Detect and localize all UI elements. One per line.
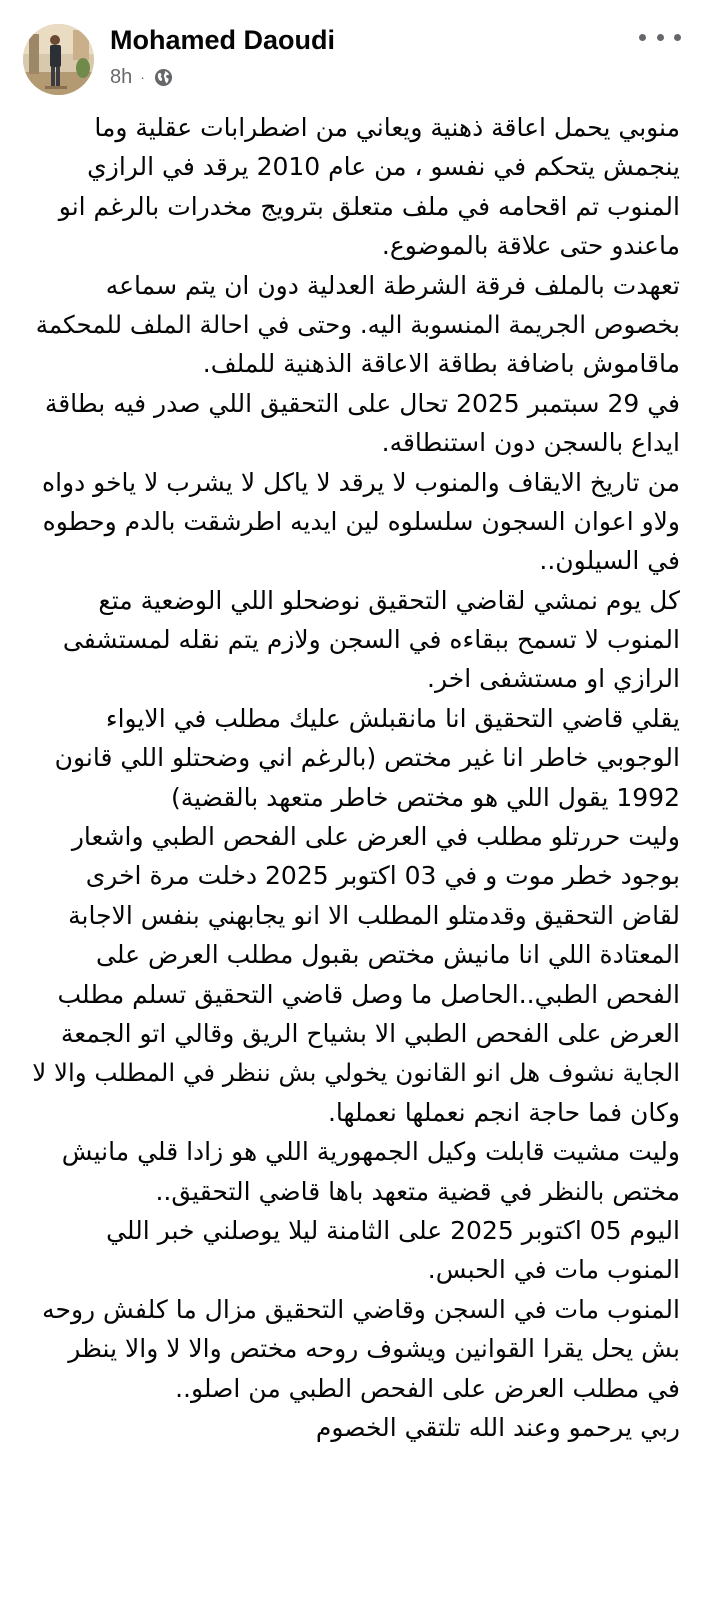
post-text-line: مختص بالنظر في قضية متعهد باها قاضي التحقيق.. (155, 1176, 680, 1206)
post-text-line: وليت حررتلو مطلب في العرض على الفحص الطبي واشعار (71, 822, 680, 852)
author-name[interactable]: Mohamed Daoudi (110, 25, 336, 55)
post-text-line: ماعندو حتى علاقة بالموضوع. (381, 231, 680, 261)
post-text-line: ولاو اعوان السجون سلسلوه لين ايديه اطرشقت بالدم وحطوه (42, 506, 680, 536)
post-text-line: من تاريخ الايقاف والمنوب لا يرقد لا ياكل لا يشرب لا ياخو دواه (41, 467, 680, 497)
post-text-line: الوجوبي خاطر انا غير مختص (بالرغم اني وضحتلو اللي قانون (54, 743, 680, 773)
post-text-line: المنوب تم اقحامه في ملف متعلق بترويج مخدرات بالرغم انو (58, 191, 680, 221)
post-text-line: ايداع بالسجن دون استنطاقه. (381, 428, 680, 458)
meta-separator: · (140, 69, 145, 85)
post-text-line: المعتادة اللي انا مانيش مختص بقبول مطلب العرض على (96, 940, 680, 970)
post-text-line: كل يوم نمشي لقاضي التحقيق نوضحلو اللي الوضعية متع (98, 585, 680, 615)
post-text-line: بخصوص الجريمة المنسوبة اليه. وحتى في احالة الملف للمحكمة (35, 309, 680, 339)
post-text-line: المنوب مات في الحبس. (427, 1255, 680, 1285)
post-text-line: ربي يرحمو وعند الله تلتقي الخصوم (315, 1412, 680, 1442)
post-text-line: وليت مشيت قابلت وكيل الجمهورية اللي هو زادا قلي مانيش (61, 1137, 680, 1167)
more-options-icon (674, 34, 681, 41)
post-text-line: العرض على الفحص الطبي الا بشياح الريق وقالي اتو الجمعة (60, 1018, 680, 1048)
post-text-line: 1992 يقول اللي هو مختص خاطر متعهد بالقضية) (170, 782, 680, 812)
post-text-line: ماقاموش باضافة بطاقة الاعاقة الذهنية للملف. (202, 349, 680, 379)
post-text-line: في السيلون.. (539, 546, 680, 576)
post-text-line: بوجود خطر موت و في 03 اكتوبر 2025 دخلت مرة اخرى (85, 861, 680, 891)
post-text-line: المنوب لا تسمح ببقاءه في السجن ولازم يتم نقله لمستشفى (62, 625, 680, 655)
post-text-line: المنوب مات في السجن وقاضي التحقيق مزال ما كلفش روحه (42, 1294, 680, 1324)
post-time[interactable]: 8h (110, 65, 133, 88)
post-text-line: وكان فما حاجة انجم نعملها نعملها. (327, 1097, 680, 1127)
post-text-line: لقاض التحقيق وقدمتلو المطلب الا انو يجابهني بنفس الاجابة (68, 900, 680, 930)
post-text-line: ينجمش يتحكم في نفسو ، من عام 2010 يرقد في الرازي (87, 152, 680, 182)
post-text-line: اليوم 05 اكتوبر 2025 على الثامنة ليلا يوصلني خبر اللي (106, 1215, 680, 1245)
post-text-line: الجاية نشوف هل انو القانون يخولي بش ننظر في المطلب والا لا (32, 1058, 680, 1088)
post-text-line: بش يحل يقرا القوانين ويشوف روحه مختص والا لا والا ينظر (68, 1334, 680, 1364)
post-meta (110, 62, 173, 92)
post-header (0, 0, 719, 110)
post-text-line: يقلي قاضي التحقيق انا مانقبلش عليك مطلب في الايواء (105, 703, 680, 733)
author-avatar[interactable] (23, 24, 94, 95)
more-options-button[interactable] (636, 22, 684, 52)
post-text-line: في 29 سبتمبر 2025 تحال على التحقيق اللي صدر فيه بطاقة (44, 388, 680, 418)
post-text-line: تعهدت بالملف فرقة الشرطة العدلية دون ان يتم سماعه (105, 270, 680, 300)
post-text-line: الفحص الطبي..الحاصل ما وصل قاضي التحقيق تسلم مطلب (57, 979, 680, 1009)
post-text-line: الرازي او مستشفى اخر. (427, 664, 680, 694)
more-options-icon (657, 34, 664, 41)
post-text-line: منوبي يحمل اعاقة ذهنية ويعاني من اضطرابات عقلية وما (94, 113, 680, 142)
more-options-icon (639, 34, 646, 41)
post-text (25, 108, 680, 1618)
globe-icon[interactable] (154, 68, 173, 87)
post-text-line: في مطلب العرض على الفحص الطبي من اصلو.. (175, 1373, 680, 1403)
